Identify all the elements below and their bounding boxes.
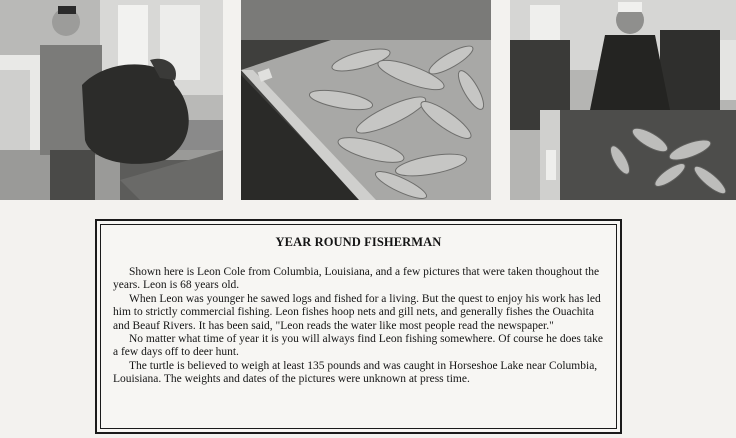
- article-paragraph: No matter what time of year it is you will always find Leon fishing somewhere. Of course he does take a few days off to deer hunt.: [113, 333, 603, 359]
- article-paragraph: When Leon was younger he sawed logs and fished for a living. But the quest to enjoy his work has led him to strictly commercial fishing. Leon fishes hoop nets and gill nets, and generally fishes the Ouachita and Beauf Rivers. It has been said, "Leon reads the water like most people read the newspaper.": [113, 292, 601, 332]
- article-paragraph: The turtle is believed to weigh at least 135 pounds and was caught in Horseshoe Lake near Columbia, Louisiana. The weights and dates of the pictures were unknown at press time.: [113, 359, 598, 386]
- photo-man-holding-turtle: [0, 0, 223, 200]
- photo-fish-in-boat: [241, 0, 491, 200]
- article-body: [113, 266, 604, 387]
- article-title: YEAR ROUND FISHERMAN: [275, 235, 442, 249]
- photo-man-in-truck-with-fish: [510, 0, 736, 200]
- article-paragraph: Shown here is Leon Cole from Columbia, Louisiana, and a few pictures that were taken thoughout the years. Leon is 68 years old.: [113, 266, 600, 292]
- article-frame: [95, 219, 622, 434]
